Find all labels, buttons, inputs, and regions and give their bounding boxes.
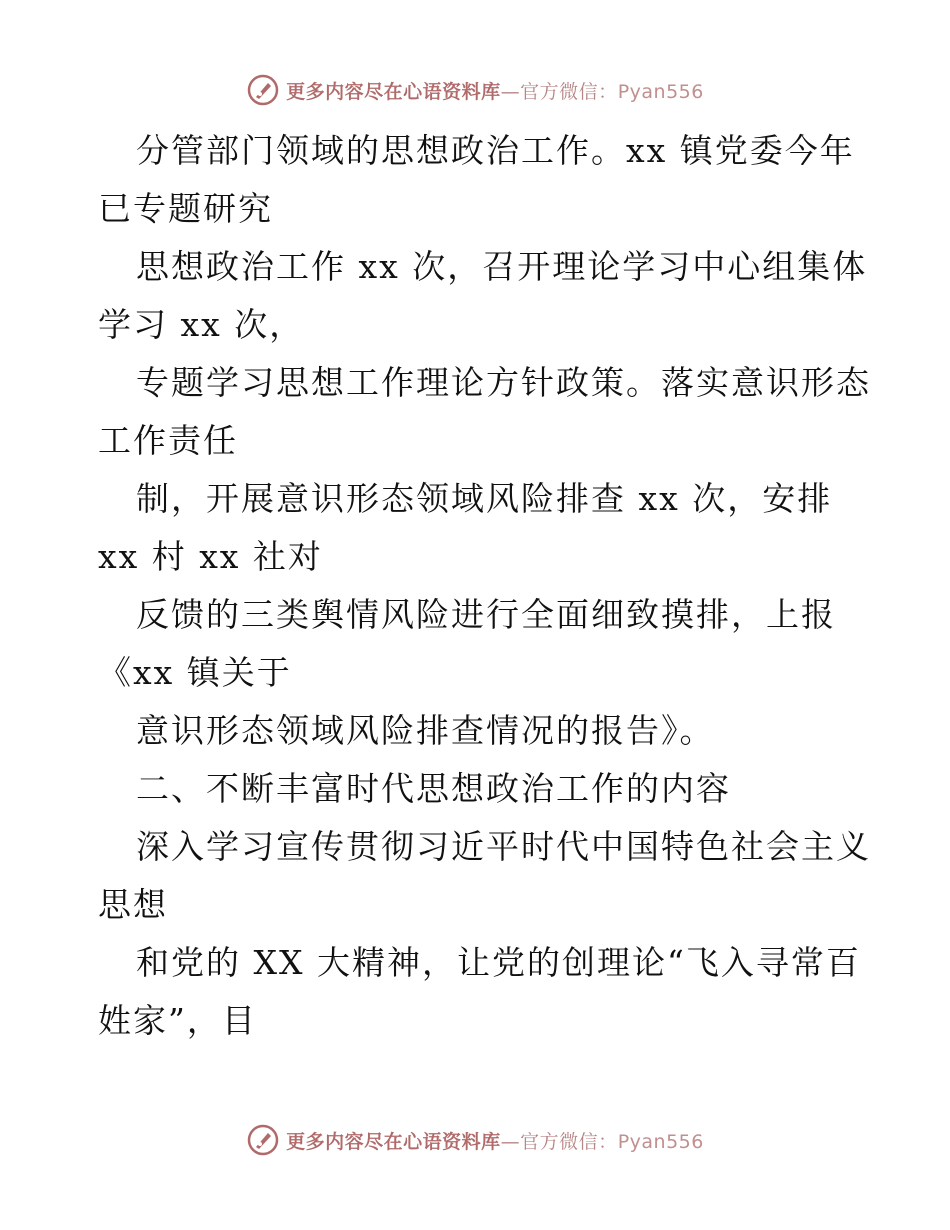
watermark-official: 官方微信： xyxy=(520,1130,618,1153)
paragraph-line: 反馈的三类舆情风险进行全面细致摸排，上报 xyxy=(136,595,836,634)
section-heading: 二、不断丰富时代思想政治工作的内容 xyxy=(136,769,731,808)
paragraph-line: 工作责任 xyxy=(98,421,238,460)
pen-nib-logo-icon xyxy=(246,73,280,107)
watermark-wechat-id: Pyan556 xyxy=(617,1130,704,1153)
watermark-dash: — xyxy=(500,1130,521,1153)
header-watermark xyxy=(0,70,950,110)
paragraph-line: 思想政治工作 xx 次，召开理论学习中心组集体 xyxy=(136,247,868,286)
paragraph-line: 制，开展意识形态领域风险排查 xx 次，安排 xyxy=(136,479,833,518)
paragraph-line: 姓家”，目 xyxy=(98,1001,257,1040)
paragraph-line: 分管部门领域的思想政治工作。xx 镇党委今年 xyxy=(136,131,855,170)
watermark-text xyxy=(286,1127,704,1154)
footer-watermark xyxy=(0,1120,950,1160)
watermark-lead: 更多内容尽在心语资料库 xyxy=(286,80,501,103)
paragraph-line: 深入学习宣传贯彻习近平时代中国特色社会主义 xyxy=(136,827,871,866)
watermark-wechat-id: Pyan556 xyxy=(617,80,704,103)
watermark-text xyxy=(286,77,704,104)
paragraph-line: 已专题研究 xyxy=(98,189,273,228)
paragraph-line: 《xx 镇关于 xyxy=(98,653,292,692)
paragraph-line: xx 村 xx 社对 xyxy=(98,537,323,576)
pen-nib-logo-icon xyxy=(246,1123,280,1157)
paragraph-line: 思想 xyxy=(98,885,168,924)
paragraph-line: 和党的 XX 大精神，让党的创理论“飞入寻常百 xyxy=(136,943,861,982)
paragraph-line: 学习 xx 次， xyxy=(98,305,305,344)
watermark-lead: 更多内容尽在心语资料库 xyxy=(286,1130,501,1153)
watermark-official: 官方微信： xyxy=(520,80,618,103)
watermark-dash: — xyxy=(500,80,521,103)
document-body xyxy=(98,122,871,1050)
paragraph-line: 意识形态领域风险排查情况的报告》。 xyxy=(136,711,715,750)
paragraph-line: 专题学习思想工作理论方针政策。落实意识形态 xyxy=(136,363,871,402)
